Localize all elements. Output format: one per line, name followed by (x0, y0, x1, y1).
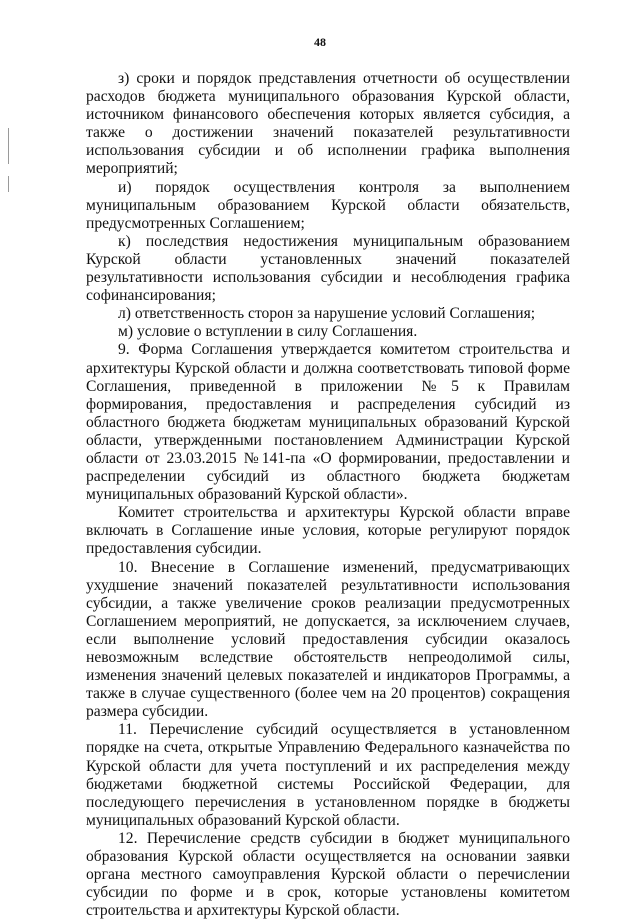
paragraph-item-m: м) условие о вступлении в силу Соглашения. (118, 323, 418, 341)
paragraph-item-i: и) порядок осуществления контроля за выполнением муниципальным образованием Курской области обязательств, предусмотренных Соглашением; (86, 178, 570, 232)
paragraph-clause-10: 10. Внесение в Соглашение изменений, предусматривающих ухудшение значений показателей результативности использования субсидии, а также увеличение сроков реализации предусмотренных Соглашением мероприятий, не допускается, за исключением случаев, если выполнение условий предоставления субсидии оказалось невозможным вследствие обстоятельств непреодолимой силы, изменения значений целевых показателей и индикаторов Программы, а также в случае существенного (более чем на 20 процентов) сокращения размера субсидии. (86, 558, 570, 721)
scan-margin-mark (8, 128, 9, 164)
paragraph-item-z: з) сроки и порядок представления отчетности об осуществлении расходов бюджета муниципального образования Курской области, источником финансового обеспечения которых является субсидия, а также о достижении значений показателей результативности использования субсидии и об исполнении графика выполнения мероприятий; (86, 70, 570, 178)
paragraph-clause-12: 12. Перечисление средств субсидии в бюджет муниципального образования Курской области осуществляется на основании заявки органа местного самоуправления Курской области о перечислении субсидии по форме и в срок, которые установлены комитетом строительства и архитектуры Курской области. (86, 829, 570, 920)
paragraph-clause-11: 11. Перечисление субсидий осуществляется в установленном порядке на счета, открытые Управлению Федерального казначейства по Курской области для учета поступлений и их распределения между бюджетами бюджетной системы Российской Федерации, для последующего перечисления в установленном порядке в бюджеты муниципальных образований Курской области. (86, 721, 570, 829)
page-number: 48 (314, 35, 326, 49)
scan-margin-mark (8, 176, 9, 192)
paragraph-clause-9: 9. Форма Соглашения утверждается комитетом строительства и архитектуры Курской области и должна соответствовать типовой форме Соглашения, приведенной в приложении №5 к Правилам формирования, предоставления и распределения субсидий из областного бюджета бюджетам муниципальных образований Курской области, утвержденными постановлением Администрации Курской области от 23.03.2015 №141-па «О формировании, предоставлении и распределении субсидий из областного бюджета бюджетам муниципальных образований Курской области». (86, 341, 570, 504)
document-body (86, 70, 570, 920)
paragraph-item-l: л) ответственность сторон за нарушение условий Соглашения; (118, 305, 536, 323)
paragraph-clause-9-addendum: Комитет строительства и архитектуры Курской области вправе включать в Соглашение иные условия, которые регулируют порядок предоставления субсидии. (86, 504, 570, 558)
paragraph-item-k: к) последствия недостижения муниципальным образованием Курской области установленных значений показателей результативности использования субсидии и несоблюдения графика софинансирования; (86, 232, 570, 305)
